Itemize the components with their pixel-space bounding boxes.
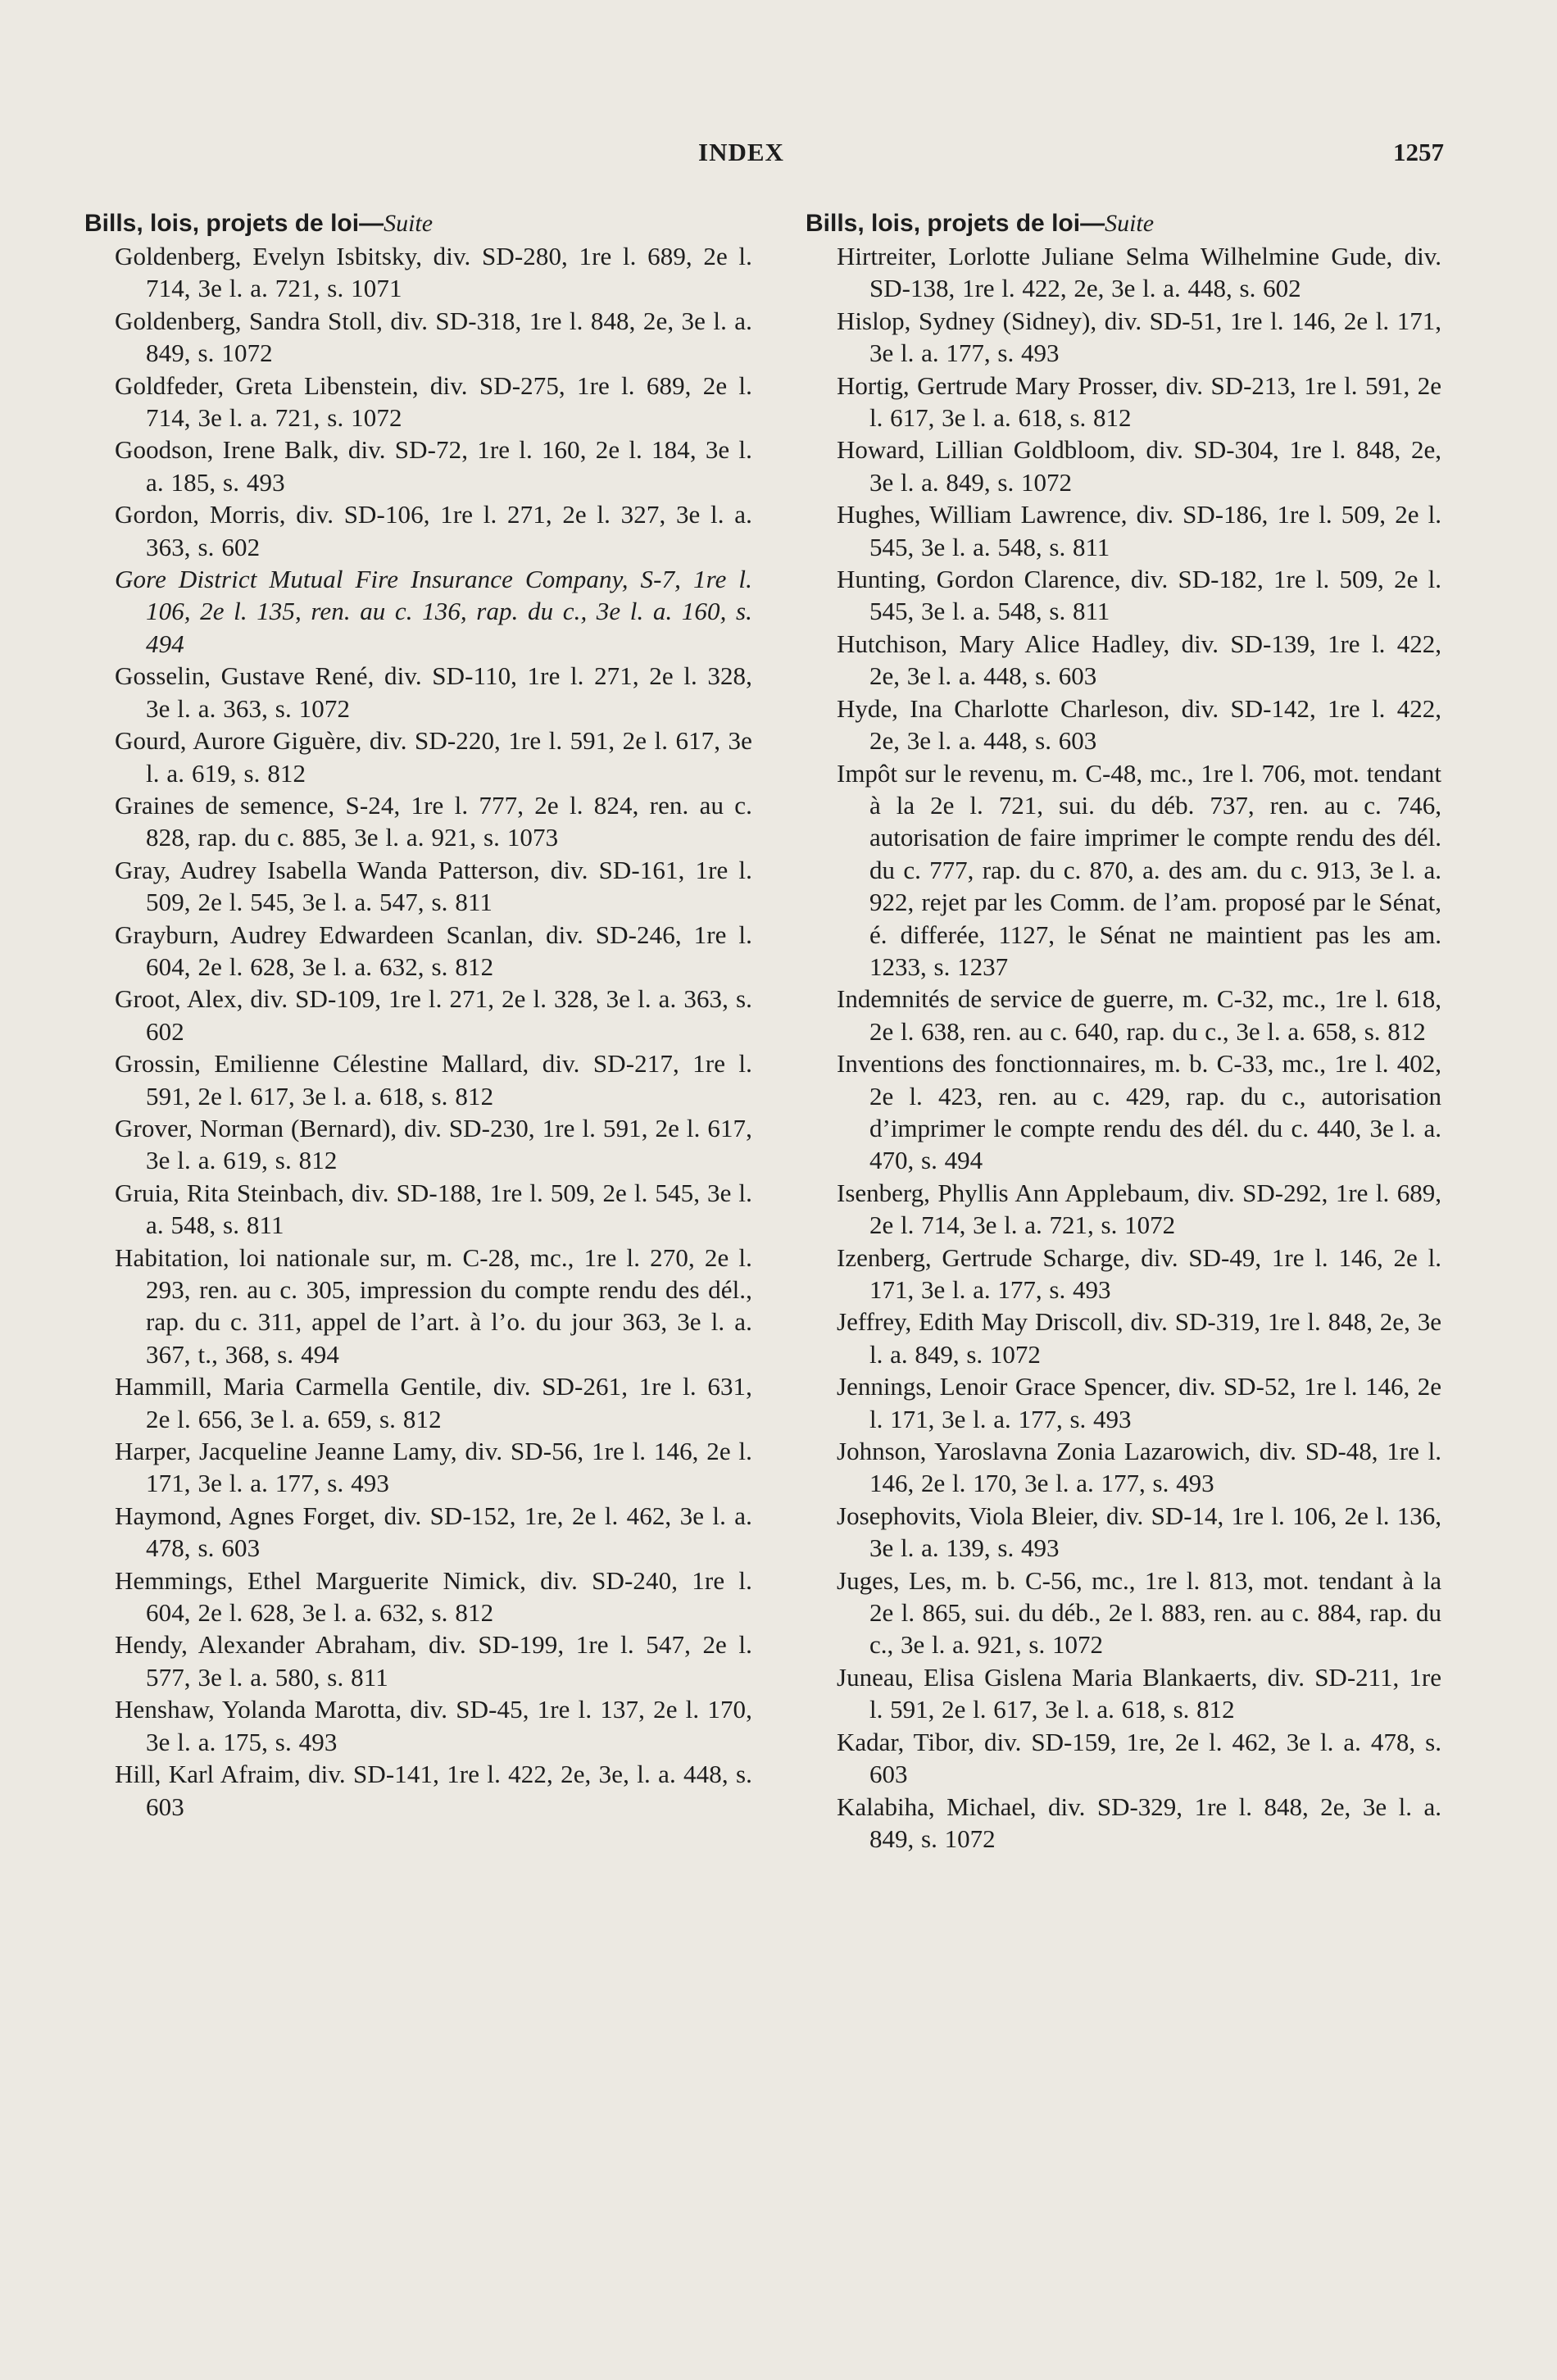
- index-entry: Hendy, Alexander Abraham, div. SD-199, 1re l. 547, 2e l. 577, 3e l. a. 580, s. 811: [115, 1630, 752, 1692]
- index-entry: Hunting, Gordon Clarence, div. SD-182, 1re l. 509, 2e l. 545, 3e l. a. 548, s. 811: [837, 565, 1441, 626]
- index-entry: Goldenberg, Evelyn Isbitsky, div. SD-280, 1re l. 689, 2e l. 714, 3e l. a. 721, s. 1071: [115, 242, 752, 303]
- index-entry: Groot, Alex, div. SD-109, 1re l. 271, 2e l. 328, 3e l. a. 363, s. 602: [115, 984, 752, 1046]
- index-entry: Hughes, William Lawrence, div. SD-186, 1re l. 509, 2e l. 545, 3e l. a. 548, s. 811: [837, 500, 1441, 561]
- index-entry: Howard, Lillian Goldbloom, div. SD-304, 1re l. 848, 2e, 3e l. a. 849, s. 1072: [837, 435, 1441, 497]
- index-entry: Juneau, Elisa Gislena Maria Blankaerts, div. SD-211, 1re l. 591, 2e l. 617, 3e l. a. 618, s. 812: [837, 1662, 1441, 1724]
- index-entry-italic-name: Gore District Mutual Fire Insurance Company, S-7, 1re l. 106, 2e l. 135, ren. au c. 136, rap. du c., 3e l. a. 160, s. 494: [115, 565, 752, 658]
- index-entry: Hyde, Ina Charlotte Charleson, div. SD-142, 1re l. 422, 2e, 3e l. a. 448, s. 603: [837, 693, 1441, 756]
- index-entry: Harper, Jacqueline Jeanne Lamy, div. SD-56, 1re l. 146, 2e l. 171, 3e l. a. 177, s. 493: [115, 1437, 752, 1498]
- index-entry: Isenberg, Phyllis Ann Applebaum, div. SD-292, 1re l. 689, 2e l. 714, 3e l. a. 721, s. 1072: [837, 1178, 1441, 1240]
- running-head: [0, 138, 1557, 179]
- index-entry: Gordon, Morris, div. SD-106, 1re l. 271, 2e l. 327, 3e l. a. 363, s. 602: [115, 500, 752, 561]
- index-entry: Grayburn, Audrey Edwardeen Scanlan, div. SD-246, 1re l. 604, 2e l. 628, 3e l. a. 632, s. 812: [115, 920, 752, 981]
- index-entry: Goodson, Irene Balk, div. SD-72, 1re l. 160, 2e l. 184, 3e l. a. 185, s. 493: [115, 435, 752, 497]
- index-entry: Hislop, Sydney (Sidney), div. SD-51, 1re l. 146, 2e l. 171, 3e l. a. 177, s. 493: [837, 306, 1441, 368]
- index-column-left: [84, 207, 752, 1823]
- index-entry: Jennings, Lenoir Grace Spencer, div. SD-52, 1re l. 146, 2e l. 171, 3e l. a. 177, s. 493: [837, 1372, 1441, 1433]
- index-entry: Johnson, Yaroslavna Zonia Lazarowich, div. SD-48, 1re l. 146, 2e l. 170, 3e l. a. 177, s. 493: [837, 1437, 1441, 1498]
- index-entry: Gruia, Rita Steinbach, div. SD-188, 1re l. 509, 2e l. 545, 3e l. a. 548, s. 811: [115, 1178, 752, 1240]
- index-entry: Inventions des fonctionnaires, m. b. C-33, mc., 1re l. 402, 2e l. 423, ren. au c. 429, rap. du c., autorisation d’imprimer le compte rendu des dél. du c. 440, 3e l. a. 470, s. 494: [837, 1049, 1441, 1175]
- index-entry: Juges, Les, m. b. C-56, mc., 1re l. 813, mot. tendant à la 2e l. 865, sui. du déb., 2e l. 883, ren. au c. 884, rap. du c., 3e l. a. 921, s. 1072: [837, 1565, 1441, 1660]
- index-entry: Habitation, loi nationale sur, m. C-28, mc., 1re l. 270, 2e l. 293, ren. au c. 305, impression du compte rendu des dél., rap. du c. 311, appel de l’art. à l’o. du jour 363, 3e l. a. 367, t., 368, s. 494: [115, 1242, 752, 1369]
- index-entry: Gosselin, Gustave René, div. SD-110, 1re l. 271, 2e l. 328, 3e l. a. 363, s. 1072: [115, 661, 752, 723]
- index-entry: Grossin, Emilienne Célestine Mallard, div. SD-217, 1re l. 591, 2e l. 617, 3e l. a. 618, s. 812: [115, 1049, 752, 1111]
- index-entry: Hutchison, Mary Alice Hadley, div. SD-139, 1re l. 422, 2e, 3e l. a. 448, s. 603: [837, 629, 1441, 691]
- index-entry: Henshaw, Yolanda Marotta, div. SD-45, 1re l. 137, 2e l. 170, 3e l. a. 175, s. 493: [115, 1695, 752, 1756]
- index-entry: Hemmings, Ethel Marguerite Nimick, div. SD-240, 1re l. 604, 2e l. 628, 3e l. a. 632, s. 812: [115, 1565, 752, 1628]
- index-entry: Gray, Audrey Isabella Wanda Patterson, div. SD-161, 1re l. 509, 2e l. 545, 3e l. a. 547, s. 811: [115, 855, 752, 917]
- index-entry: Jeffrey, Edith May Driscoll, div. SD-319, 1re l. 848, 2e, 3e l. a. 849, s. 1072: [837, 1307, 1441, 1369]
- page-title: INDEX: [698, 138, 784, 166]
- index-entry: Gourd, Aurore Giguère, div. SD-220, 1re l. 591, 2e l. 617, 3e l. a. 619, s. 812: [115, 726, 752, 788]
- index-entry: Kalabiha, Michael, div. SD-329, 1re l. 848, 2e, 3e l. a. 849, s. 1072: [837, 1792, 1441, 1853]
- index-entry: Graines de semence, S-24, 1re l. 777, 2e l. 824, ren. au c. 828, rap. du c. 885, 3e l. a. 921, s. 1073: [115, 790, 752, 852]
- column-heading: [806, 207, 1441, 240]
- index-entry: Hammill, Maria Carmella Gentile, div. SD-261, 1re l. 631, 2e l. 656, 3e l. a. 659, s. 812: [115, 1372, 752, 1433]
- index-entry: Hirtreiter, Lorlotte Juliane Selma Wilhelmine Gude, div. SD-138, 1re l. 422, 2e, 3e l. a. 448, s. 602: [837, 242, 1441, 303]
- column-heading-suite: Suite: [1105, 210, 1155, 237]
- column-heading: [84, 207, 752, 240]
- index-entry: Hortig, Gertrude Mary Prosser, div. SD-213, 1re l. 591, 2e l. 617, 3e l. a. 618, s. 812: [837, 370, 1441, 433]
- index-entry: Izenberg, Gertrude Scharge, div. SD-49, 1re l. 146, 2e l. 171, 3e l. a. 177, s. 493: [837, 1242, 1441, 1304]
- index-entry-italic: [84, 563, 752, 660]
- index-entry: Kadar, Tibor, div. SD-159, 1re, 2e l. 462, 3e l. a. 478, s. 603: [837, 1727, 1441, 1789]
- index-column-right: [806, 207, 1441, 1855]
- index-entry: Josephovits, Viola Bleier, div. SD-14, 1re l. 106, 2e l. 136, 3e l. a. 139, s. 493: [837, 1501, 1441, 1563]
- column-heading-suite: Suite: [384, 210, 434, 237]
- page-number: 1257: [1393, 138, 1444, 166]
- index-entry: Goldfeder, Greta Libenstein, div. SD-275, 1re l. 689, 2e l. 714, 3e l. a. 721, s. 1072: [115, 370, 752, 433]
- index-entry: Indemnités de service de guerre, m. C-32, mc., 1re l. 618, 2e l. 638, ren. au c. 640, rap. du c., 3e l. a. 658, s. 812: [837, 984, 1441, 1046]
- column-heading-text: Bills, lois, projets de loi—: [806, 210, 1105, 237]
- column-heading-text: Bills, lois, projets de loi—: [84, 210, 384, 237]
- index-entry: Goldenberg, Sandra Stoll, div. SD-318, 1re l. 848, 2e, 3e l. a. 849, s. 1072: [115, 306, 752, 368]
- index-entry: Grover, Norman (Bernard), div. SD-230, 1re l. 591, 2e l. 617, 3e l. a. 619, s. 812: [115, 1113, 752, 1175]
- index-entry: Hill, Karl Afraim, div. SD-141, 1re l. 422, 2e, 3e, l. a. 448, s. 603: [115, 1760, 752, 1821]
- index-entry: Haymond, Agnes Forget, div. SD-152, 1re, 2e l. 462, 3e l. a. 478, s. 603: [115, 1501, 752, 1563]
- index-entry: Impôt sur le revenu, m. C-48, mc., 1re l. 706, mot. tendant à la 2e l. 721, sui. du déb. 737, ren. au c. 746, autorisation de faire imprimer le compte rendu des dél. du c. 777, rap. du c. 870, a. des am. du c. 913, 3e l. a. 922, rejet par les Comm. de l’am. proposé par le Sénat, é. differée, 1127, le Sénat ne maintient pas les am. 1233, s. 1237: [837, 758, 1441, 981]
